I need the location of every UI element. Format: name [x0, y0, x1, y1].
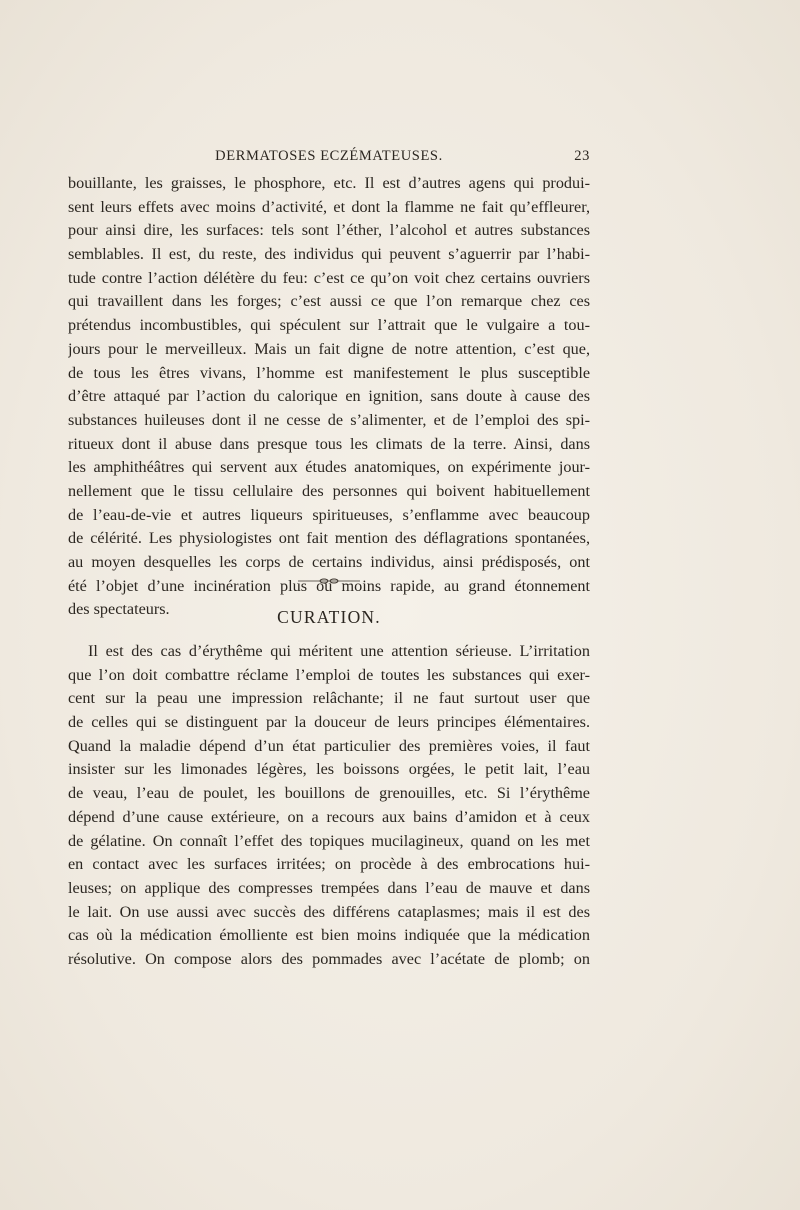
- text-line: cas où la médication émolliente est bien moins indiquée que la médication: [68, 926, 590, 945]
- text-line: tude contre l’action délétère du feu: c’est ce qu’on voit chez certains ouvriers: [68, 268, 590, 287]
- text-line: de celles qui se distinguent par la douceur de leurs principes élémentaires.: [68, 713, 590, 732]
- paragraph-body-text: [68, 172, 590, 622]
- running-title: DERMATOSES ECZÉMATEUSES.: [215, 148, 443, 164]
- text-line: leuses; on applique des compresses trempées dans l’eau de mauve et dans: [68, 878, 590, 897]
- text-line: les amphithéâtres qui servent aux études anatomiques, on expérimente jour-: [68, 458, 590, 477]
- text-line: le lait. On use aussi avec succès des différens cataplasmes; mais il est des: [68, 902, 590, 921]
- page-number: 23: [574, 148, 590, 164]
- text-line: substances huileuses dont il ne cesse de s’alimenter, et de l’emploi des spi-: [68, 410, 590, 429]
- text-line: de l’eau-de-vie et autres liqueurs spiritueuses, s’enflamme avec beaucoup: [68, 505, 590, 524]
- text-line: de tous les êtres vivans, l’homme est manifestement le plus susceptible: [68, 363, 590, 382]
- running-head: [68, 148, 590, 170]
- text-line: en contact avec les surfaces irritées; on procède à des embrocations hui-: [68, 855, 590, 874]
- text-line: au moyen desquelles les corps de certains individus, ainsi prédisposés, ont: [68, 553, 590, 571]
- text-line: cent sur la peau une impression relâchante; il ne faut surtout user que: [68, 689, 590, 708]
- text-line: de veau, l’eau de poulet, les bouillons de grenouilles, etc. Si l’érythême: [68, 784, 590, 803]
- ornament-divider: [298, 578, 360, 584]
- text-line: nellement que le tissu cellulaire des personnes qui boivent habituellement: [68, 481, 590, 500]
- text-line: insister sur les limonades légères, les boissons orgées, le petit lait, l’eau: [68, 760, 590, 779]
- text-line: qui travaillent dans les forges; c’est aussi ce que l’on remarque chez ces: [68, 292, 590, 311]
- text-line: dépend d’une cause extérieure, on a recours aux bains d’amidon et à ceux: [68, 807, 590, 826]
- section-heading: CURATION.: [277, 607, 381, 627]
- text-line: d’être attaqué par l’action du calorique en ignition, sans doute à cause des: [68, 387, 590, 406]
- text-line: pour ainsi dire, les surfaces: tels sont l’éther, l’alcohol et autres substances: [68, 221, 590, 240]
- text-line: des spectateurs.: [68, 600, 170, 619]
- text-line: sent leurs effets avec moins d’activité, et dont la flamme ne fait qu’effleurer,: [68, 197, 590, 216]
- text-line: semblables. Il est, du reste, des individus qui peuvent s’aguerrir par l’habi-: [68, 245, 590, 264]
- paragraph-body-text: [68, 640, 590, 972]
- text-line: été l’objet d’une incinération plus ou moins rapide, au grand étonnement: [68, 576, 590, 595]
- text-line: de gélatine. On connaît l’effet des topiques mucilagineux, quand on les met: [68, 831, 590, 850]
- text-line: Quand la maladie dépend d’un état particulier des premières voies, il faut: [68, 736, 590, 755]
- text-line: prétendus incombustibles, qui spéculent sur l’attrait que le vulgaire a tou-: [68, 316, 590, 335]
- text-line: résolutive. On compose alors des pommades avec l’acétate de plomb; on: [68, 949, 590, 968]
- text-line: ritueux dont il abuse dans presque tous les climats de la terre. Ainsi, dans: [68, 434, 590, 453]
- text-line: Il est des cas d’érythême qui méritent une attention sérieuse. L’irritation: [88, 642, 590, 660]
- text-line: de célérité. Les physiologistes ont fait mention des déflagrations spontanées,: [68, 529, 590, 548]
- text-line: que l’on doit combattre réclame l’emploi de toutes les substances qui exer-: [68, 665, 590, 684]
- text-line: jours pour le merveilleux. Mais un fait digne de notre attention, c’est que,: [68, 339, 590, 358]
- text-line: bouillante, les graisses, le phosphore, etc. Il est d’autres agens qui produi-: [68, 174, 590, 192]
